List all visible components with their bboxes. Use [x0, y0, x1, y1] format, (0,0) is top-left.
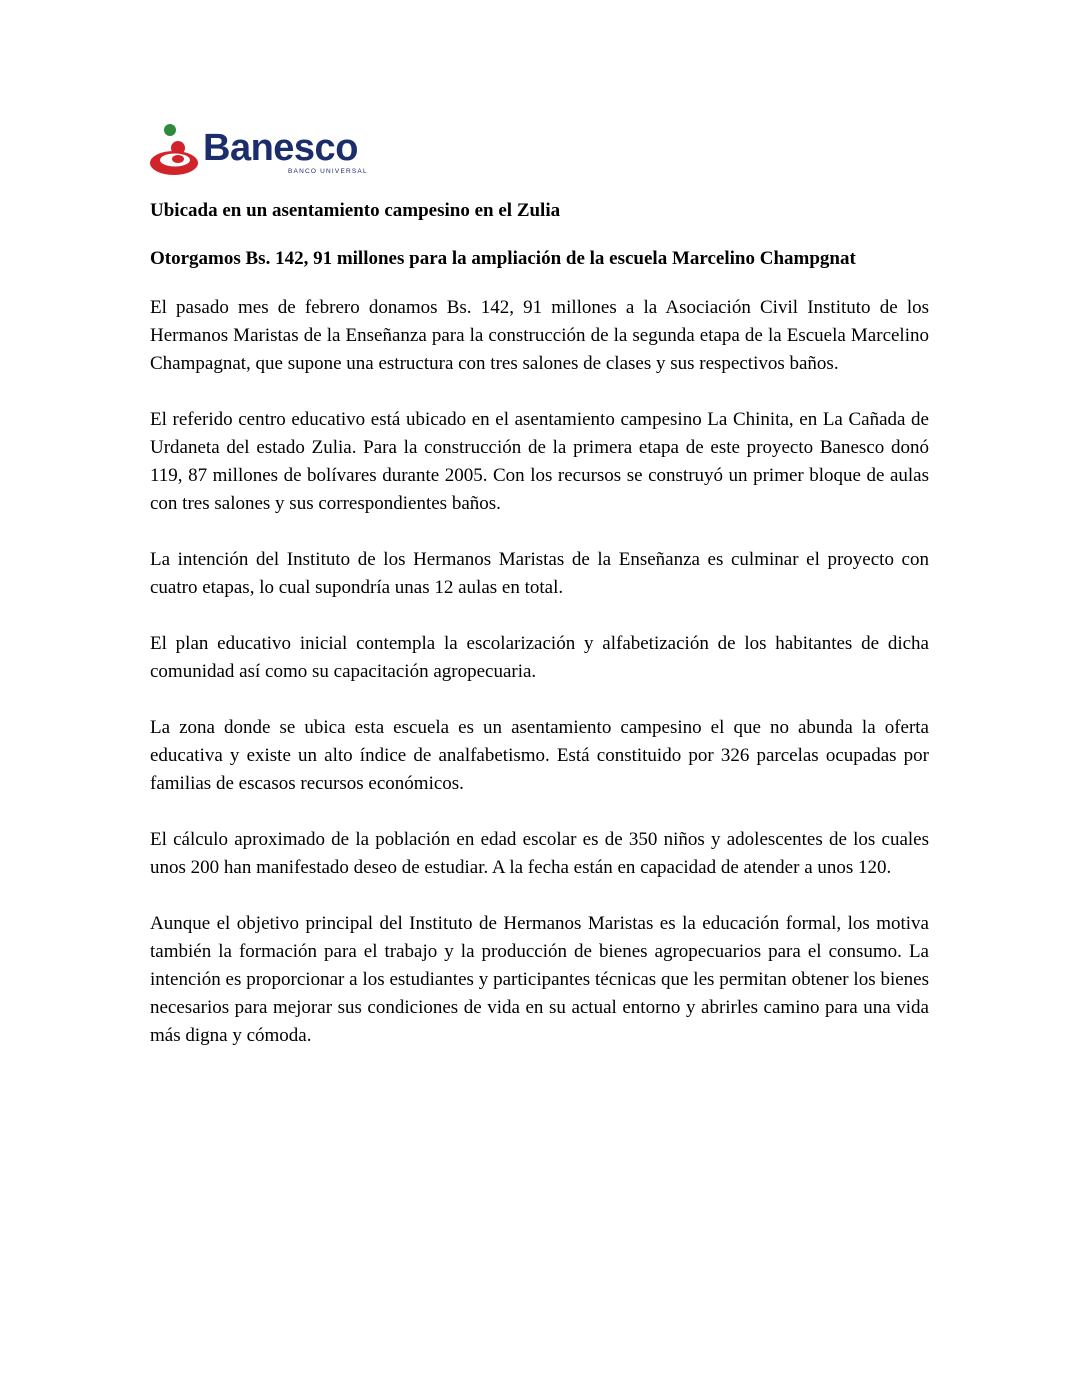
banesco-symbol-icon — [148, 122, 203, 182]
banesco-logo — [148, 122, 393, 182]
article-paragraph: La zona donde se ubica esta escuela es un asentamiento campesino el que no abunda la oferta educativa y existe un alto índice de analfabetismo. Está constituido por 326 parcelas ocupadas por familias de escasos recursos económicos. — [150, 717, 929, 794]
article — [150, 198, 929, 1078]
article-paragraph: El cálculo aproximado de la población en edad escolar es de 350 niños y adolescentes de los cuales unos 200 han manifestado deseo de estudiar. A la fecha están en capacidad de atender a unos 120. — [150, 829, 929, 878]
article-paragraph: El plan educativo inicial contempla la escolarización y alfabetización de los habitantes de dicha comunidad así como su capacitación agropecuaria. — [150, 633, 929, 682]
article-paragraph: Aunque el objetivo principal del Instituto de Hermanos Maristas es la educación formal, los motiva también la formación para el trabajo y la producción de bienes agropecuarios para el consumo. La intención es proporcionar a los estudiantes y participantes técnicas que les permitan obtener los bienes necesarios para mejorar sus condiciones de vida en su actual entorno y abrirles camino para una vida más digna y cómoda. — [150, 913, 929, 1046]
article-paragraph: El pasado mes de febrero donamos Bs. 142, 91 millones a la Asociación Civil Instituto de los Hermanos Maristas de la Enseñanza para la construcción de la segunda etapa de la Escuela Marcelino Champagnat, que supone una estructura con tres salones de clases y sus respectivos baños. — [150, 297, 929, 374]
brand-tagline: BANCO UNIVERSAL — [288, 168, 368, 175]
article-kicker: Ubicada en un asentamiento campesino en el Zulia — [150, 200, 561, 221]
article-paragraph: El referido centro educativo está ubicado en el asentamiento campesino La Chinita, en La Cañada de Urdaneta del estado Zulia. Para la construcción de la primera etapa de este proyecto Banesco donó 119, 87 millones de bolívares durante 2005. Con los recursos se construyó un primer bloque de aulas con tres salones y sus correspondientes baños. — [150, 409, 929, 514]
article-paragraph: La intención del Instituto de los Hermanos Maristas de la Enseñanza es culminar el proyecto con cuatro etapas, lo cual supondría unas 12 aulas en total. — [150, 549, 929, 598]
brand-name: Banesco — [203, 127, 358, 169]
article-headline: Otorgamos Bs. 142, 91 millones para la ampliación de la escuela Marcelino Champgnat — [150, 248, 856, 269]
